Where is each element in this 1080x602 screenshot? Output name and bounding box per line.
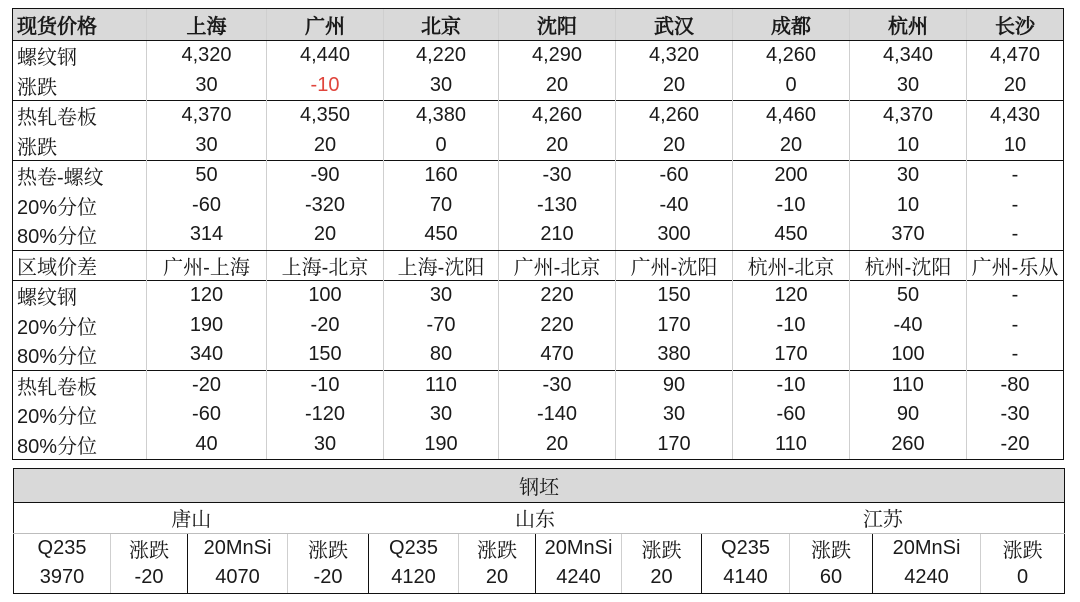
table-cell: 314 (147, 220, 267, 250)
table-cell: 广州-上海 (147, 250, 267, 281)
table-cell: 广州-北京 (499, 250, 616, 281)
table-cell: 370 (850, 220, 967, 250)
table-cell: 0 (733, 71, 850, 101)
table-cell: 120 (147, 281, 267, 311)
billet-value: 4240 (873, 563, 981, 593)
row-label: 20%分位 (13, 400, 147, 430)
table-row (13, 370, 1064, 400)
billet-column-header: 涨跌 (790, 533, 873, 563)
table-cell: 4,370 (850, 101, 967, 131)
table-cell: 30 (267, 430, 384, 460)
table-cell: 20 (616, 71, 733, 101)
billet-value: 3970 (14, 563, 111, 593)
billet-value: 4070 (188, 563, 288, 593)
table-cell: 上海-沈阳 (384, 250, 499, 281)
table-cell: - (967, 220, 1064, 250)
table-cell: 4,320 (147, 41, 267, 71)
table-cell: 450 (733, 220, 850, 250)
table-cell: 杭州 (850, 9, 967, 41)
table-row (13, 161, 1064, 191)
table-cell: 100 (267, 281, 384, 311)
regional-header-row (13, 250, 1064, 281)
table-cell: -10 (733, 311, 850, 341)
table-cell: 70 (384, 191, 499, 221)
billet-column-header: Q235 (702, 533, 790, 563)
row-label: 涨跌 (13, 131, 147, 161)
table-cell: -40 (616, 191, 733, 221)
table-cell: 120 (733, 281, 850, 311)
billet-value: -20 (288, 563, 369, 593)
table-cell: -10 (733, 370, 850, 400)
table-cell: - (967, 281, 1064, 311)
row-label: 涨跌 (13, 71, 147, 101)
table-cell: 110 (384, 370, 499, 400)
billet-table (13, 468, 1065, 594)
table-row (13, 131, 1064, 161)
table-cell: 20 (499, 71, 616, 101)
table-cell: 20 (499, 430, 616, 460)
table-cell: -120 (267, 400, 384, 430)
table-cell: 成都 (733, 9, 850, 41)
table-cell: -30 (499, 161, 616, 191)
billet-column-header: 涨跌 (111, 533, 188, 563)
table-cell: 170 (616, 430, 733, 460)
table-cell: 340 (147, 340, 267, 370)
table-cell: 30 (147, 131, 267, 161)
table-cell: 30 (147, 71, 267, 101)
table-cell: 30 (850, 71, 967, 101)
table-cell: 长沙 (967, 9, 1064, 41)
table-cell: 4,260 (733, 41, 850, 71)
billet-value: 4240 (536, 563, 622, 593)
table-cell: 4,320 (616, 41, 733, 71)
table-cell: -90 (267, 161, 384, 191)
table-cell: -140 (499, 400, 616, 430)
table-cell: 广州 (267, 9, 384, 41)
table-cell: - (967, 191, 1064, 221)
billet-column-header: 20MnSi (188, 533, 288, 563)
table-cell: 20 (967, 71, 1064, 101)
table-cell: - (967, 340, 1064, 370)
table-cell: 80 (384, 340, 499, 370)
table-cell: -10 (267, 370, 384, 400)
table-cell: 150 (616, 281, 733, 311)
table-cell: -60 (147, 400, 267, 430)
table-cell: 190 (384, 430, 499, 460)
billet-column-header: 涨跌 (622, 533, 702, 563)
row-label: 区域价差 (13, 250, 147, 281)
row-label: 20%分位 (13, 191, 147, 221)
table-cell: 4,440 (267, 41, 384, 71)
table-cell: 30 (850, 161, 967, 191)
table-cell: 90 (850, 400, 967, 430)
table-cell: 30 (384, 71, 499, 101)
table-cell: 4,350 (267, 101, 384, 131)
table-cell: 260 (850, 430, 967, 460)
table-cell: 0 (384, 131, 499, 161)
table-cell: 190 (147, 311, 267, 341)
table-cell: 90 (616, 370, 733, 400)
table-cell: 30 (616, 400, 733, 430)
billet-value: -20 (111, 563, 188, 593)
billet-column-header: 20MnSi (873, 533, 981, 563)
billet-value: 0 (981, 563, 1065, 593)
table-row (13, 311, 1064, 341)
table-cell: 沈阳 (499, 9, 616, 41)
table-cell: 30 (384, 281, 499, 311)
table-cell: 20 (499, 131, 616, 161)
table-cell: 160 (384, 161, 499, 191)
table-cell: 北京 (384, 9, 499, 41)
table-cell: -60 (147, 191, 267, 221)
row-label: 热轧卷板 (13, 370, 147, 400)
price-table (12, 8, 1064, 460)
table-cell: 110 (733, 430, 850, 460)
table-cell: 20 (267, 220, 384, 250)
table-cell: 上海-北京 (267, 250, 384, 281)
row-label: 20%分位 (13, 311, 147, 341)
table-cell: -80 (967, 370, 1064, 400)
table-cell: 30 (384, 400, 499, 430)
billet-region-tangshan: 唐山 (14, 503, 369, 534)
row-label: 螺纹钢 (13, 281, 147, 311)
table-cell: 上海 (147, 9, 267, 41)
row-label: 80%分位 (13, 430, 147, 460)
table-cell: 4,430 (967, 101, 1064, 131)
billet-column-header: Q235 (14, 533, 111, 563)
table-cell: 20 (616, 131, 733, 161)
table-cell: 4,340 (850, 41, 967, 71)
table-cell: -130 (499, 191, 616, 221)
table-cell: 300 (616, 220, 733, 250)
table-cell: 4,470 (967, 41, 1064, 71)
table-cell: 广州-乐从 (967, 250, 1064, 281)
billet-value: 4140 (702, 563, 790, 593)
table-cell: 150 (267, 340, 384, 370)
table-cell: 10 (967, 131, 1064, 161)
table-row (13, 281, 1064, 311)
table-cell: -10 (733, 191, 850, 221)
table-cell: 40 (147, 430, 267, 460)
table-cell: 4,260 (616, 101, 733, 131)
row-label: 80%分位 (13, 340, 147, 370)
table-cell: 470 (499, 340, 616, 370)
table-cell: 200 (733, 161, 850, 191)
table-row (13, 101, 1064, 131)
table-cell: -30 (499, 370, 616, 400)
table-row (13, 41, 1064, 71)
table-cell: 4,220 (384, 41, 499, 71)
table-cell: 100 (850, 340, 967, 370)
table-cell: 50 (147, 161, 267, 191)
table-cell: - (967, 161, 1064, 191)
billet-column-header: 涨跌 (288, 533, 369, 563)
table-cell: -20 (147, 370, 267, 400)
table-cell: 210 (499, 220, 616, 250)
billet-value: 4120 (369, 563, 459, 593)
billet-title: 钢坯 (14, 469, 1065, 503)
table-cell: 杭州-北京 (733, 250, 850, 281)
table-cell: 220 (499, 311, 616, 341)
table-cell: 4,290 (499, 41, 616, 71)
table-cell: 4,460 (733, 101, 850, 131)
row-label: 80%分位 (13, 220, 147, 250)
table-cell: -60 (616, 161, 733, 191)
billet-column-header: 20MnSi (536, 533, 622, 563)
table-row (13, 430, 1064, 460)
table-row (13, 400, 1064, 430)
negative-change-cell: -10 (267, 71, 384, 101)
table-cell: 110 (850, 370, 967, 400)
billet-column-header: Q235 (369, 533, 459, 563)
table-cell: 广州-沈阳 (616, 250, 733, 281)
table-cell: -20 (267, 311, 384, 341)
table-cell: 10 (850, 191, 967, 221)
table-cell: - (967, 311, 1064, 341)
table-cell: 杭州-沈阳 (850, 250, 967, 281)
row-label: 热卷-螺纹 (13, 161, 147, 191)
billet-value: 20 (459, 563, 536, 593)
table-cell: 4,260 (499, 101, 616, 131)
table-cell: 170 (616, 311, 733, 341)
billet-column-header: 涨跌 (459, 533, 536, 563)
table-cell: 380 (616, 340, 733, 370)
table-cell: 450 (384, 220, 499, 250)
table-row (13, 71, 1064, 101)
billet-value: 20 (622, 563, 702, 593)
table-cell: 20 (733, 131, 850, 161)
table-row (13, 191, 1064, 221)
table-cell: -40 (850, 311, 967, 341)
billet-column-header: 涨跌 (981, 533, 1065, 563)
table-cell: -70 (384, 311, 499, 341)
table-cell: -30 (967, 400, 1064, 430)
table-cell: 20 (267, 131, 384, 161)
table-cell: 4,370 (147, 101, 267, 131)
table-cell: 10 (850, 131, 967, 161)
table-cell: -320 (267, 191, 384, 221)
table-cell: 4,380 (384, 101, 499, 131)
row-label: 现货价格 (13, 9, 147, 41)
table-row (13, 220, 1064, 250)
billet-region-shandong: 山东 (369, 503, 702, 534)
table-cell: -20 (967, 430, 1064, 460)
row-label: 热轧卷板 (13, 101, 147, 131)
table-cell: 武汉 (616, 9, 733, 41)
billet-value: 60 (790, 563, 873, 593)
table-cell: 220 (499, 281, 616, 311)
table-cell: 170 (733, 340, 850, 370)
billet-region-jiangsu: 江苏 (702, 503, 1065, 534)
table-cell: 50 (850, 281, 967, 311)
table-row (13, 340, 1064, 370)
table-cell: -60 (733, 400, 850, 430)
row-label: 螺纹钢 (13, 41, 147, 71)
spot-header-row (13, 9, 1064, 41)
